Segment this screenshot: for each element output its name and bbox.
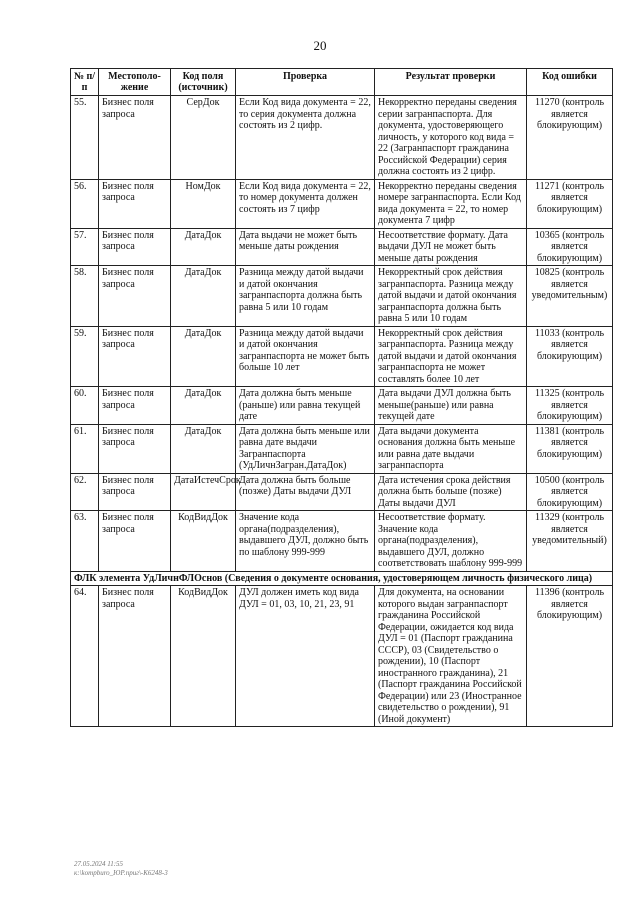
footer-date: 27.05.2024 11:55 <box>74 860 124 868</box>
footer-path: к:\kompburo_ЮР.приг\-К6248-3 <box>74 869 168 877</box>
row-result: Некорректно переданы сведения номере загранпаспорта. Если Код вида документа = 22, то номер документа 7 цифр <box>375 179 527 228</box>
row-result: Некорректный срок действия загранпаспорта. Разница между датой выдачи и датой окончания загранпаспорта не может составлять более 10 лет <box>375 326 527 387</box>
header-result: Результат проверки <box>375 69 527 96</box>
row-check: ДУЛ должен иметь код вида ДУЛ = 01, 03, 10, 21, 23, 91 <box>236 586 375 727</box>
header-field-code: Код поля (источник) <box>171 69 236 96</box>
row-location: Бизнес поля запроса <box>99 228 171 266</box>
row-num: 62. <box>71 473 99 511</box>
section-title: ФЛК элемента УдЛичнФЛОснов (Сведения о документе основания, удостоверяющем личность физического лица) <box>71 571 613 586</box>
row-location: Бизнес поля запроса <box>99 179 171 228</box>
header-error-code: Код ошибки <box>527 69 613 96</box>
row-error-code: 10825 (контроль является уведомительным) <box>527 266 613 327</box>
row-result: Некорректно переданы сведения серии загранпаспорта. Для документа, удостоверяющего личность, у которого код вида = 22 (Загранпаспорт гражданина Российской Федерации) серия должна состоять из 2 цифр. <box>375 96 527 180</box>
row-num: 59. <box>71 326 99 387</box>
row-result: Дата выдачи ДУЛ должна быть меньше(раньше) или равна текущей дате <box>375 387 527 425</box>
row-location: Бизнес поля запроса <box>99 586 171 727</box>
row-error-code: 11270 (контроль является блокирующим) <box>527 96 613 180</box>
row-error-code: 10500 (контроль является блокирующим) <box>527 473 613 511</box>
row-num: 57. <box>71 228 99 266</box>
table-row <box>71 266 613 327</box>
row-result: Для документа, на основании которого выдан загранпаспорт гражданина Российской Федерации, ожидается код вида ДУЛ = 01 (Паспорт гражданина СССР), 03 (Свидетельство о рождении), 10 (Паспорт иностранного гражданина), 21 (Паспорт гражданина Российской Федерации) или 23 (Иностранное свидетельство о рождении), 91 (Иной документ) <box>375 586 527 727</box>
row-num: 58. <box>71 266 99 327</box>
row-result: Несоответствие формату. Дата выдачи ДУЛ не может быть меньше даты рождения <box>375 228 527 266</box>
row-error-code: 11271 (контроль является блокирующим) <box>527 179 613 228</box>
table-row <box>71 96 613 180</box>
row-error-code: 11329 (контроль является уведомительный) <box>527 511 613 572</box>
row-check: Разница между датой выдачи и датой окончания загранпаспорта не может быть больше 10 лет <box>236 326 375 387</box>
row-check: Если Код вида документа = 22, то серия документа должна состоять из 2 цифр. <box>236 96 375 180</box>
row-error-code: 11325 (контроль является блокирующим) <box>527 387 613 425</box>
validation-table <box>70 68 613 727</box>
row-field-code: ДатаДок <box>171 424 236 473</box>
table-row <box>71 586 613 727</box>
row-num: 64. <box>71 586 99 727</box>
row-error-code: 11396 (контроль является блокирующим) <box>527 586 613 727</box>
row-field-code: ДатаДок <box>171 387 236 425</box>
row-check: Если Код вида документа = 22, то номер документа должен состоять из 7 цифр <box>236 179 375 228</box>
row-check: Дата должна быть меньше (раньше) или равна текущей дате <box>236 387 375 425</box>
row-check: Дата должна быть больше (позже) Даты выдачи ДУЛ <box>236 473 375 511</box>
row-field-code: КодВидДок <box>171 511 236 572</box>
row-field-code: ДатаИстечСрок <box>171 473 236 511</box>
table-row <box>71 387 613 425</box>
row-num: 60. <box>71 387 99 425</box>
row-field-code: СерДок <box>171 96 236 180</box>
page-number: 20 <box>313 38 327 53</box>
row-location: Бизнес поля запроса <box>99 473 171 511</box>
table-row <box>71 179 613 228</box>
table-row <box>71 228 613 266</box>
table-row <box>71 473 613 511</box>
row-location: Бизнес поля запроса <box>99 96 171 180</box>
header-location: Местополо-жение <box>99 69 171 96</box>
row-location: Бизнес поля запроса <box>99 424 171 473</box>
row-error-code: 11033 (контроль является блокирующим) <box>527 326 613 387</box>
table-header-row <box>71 69 613 96</box>
row-check: Значение кода органа(подразделения), выдавшего ДУЛ, должно быть по шаблону 999-999 <box>236 511 375 572</box>
row-check: Дата должна быть меньше или равна дате выдачи Загранпаспорта (УдЛичнЗагран.ДатаДок) <box>236 424 375 473</box>
row-field-code: НомДок <box>171 179 236 228</box>
row-location: Бизнес поля запроса <box>99 511 171 572</box>
row-error-code: 11381 (контроль является блокирующим) <box>527 424 613 473</box>
row-location: Бизнес поля запроса <box>99 266 171 327</box>
row-check: Разница между датой выдачи и датой окончания загранпаспорта должна быть равна 5 или 10 годам <box>236 266 375 327</box>
row-field-code: КодВидДок <box>171 586 236 727</box>
row-field-code: ДатаДок <box>171 228 236 266</box>
row-error-code: 10365 (контроль является блокирующим) <box>527 228 613 266</box>
row-location: Бизнес поля запроса <box>99 326 171 387</box>
row-field-code: ДатаДок <box>171 266 236 327</box>
row-num: 56. <box>71 179 99 228</box>
row-num: 61. <box>71 424 99 473</box>
footer-stamp <box>74 860 168 878</box>
row-result: Несоответствие формату. Значение кода органа(подразделения), выдавшего ДУЛ, должно соответствовать шаблону 999-999 <box>375 511 527 572</box>
section-row <box>71 571 613 586</box>
row-result: Дата выдачи документа основания должна быть меньше или равна дате выдачи загранпаспорта <box>375 424 527 473</box>
table-row <box>71 511 613 572</box>
row-result: Дата истечения срока действия должна быть больше (позже) Даты выдачи ДУЛ <box>375 473 527 511</box>
row-num: 55. <box>71 96 99 180</box>
row-check: Дата выдачи не может быть меньше даты рождения <box>236 228 375 266</box>
row-result: Некорректный срок действия загранпаспорта. Разница между датой выдачи и датой окончания загранпаспорта должна быть равна 5 или 10 годам <box>375 266 527 327</box>
header-num: № п/п <box>71 69 99 96</box>
header-check: Проверка <box>236 69 375 96</box>
table-row <box>71 326 613 387</box>
table-row <box>71 424 613 473</box>
row-field-code: ДатаДок <box>171 326 236 387</box>
row-num: 63. <box>71 511 99 572</box>
row-location: Бизнес поля запроса <box>99 387 171 425</box>
